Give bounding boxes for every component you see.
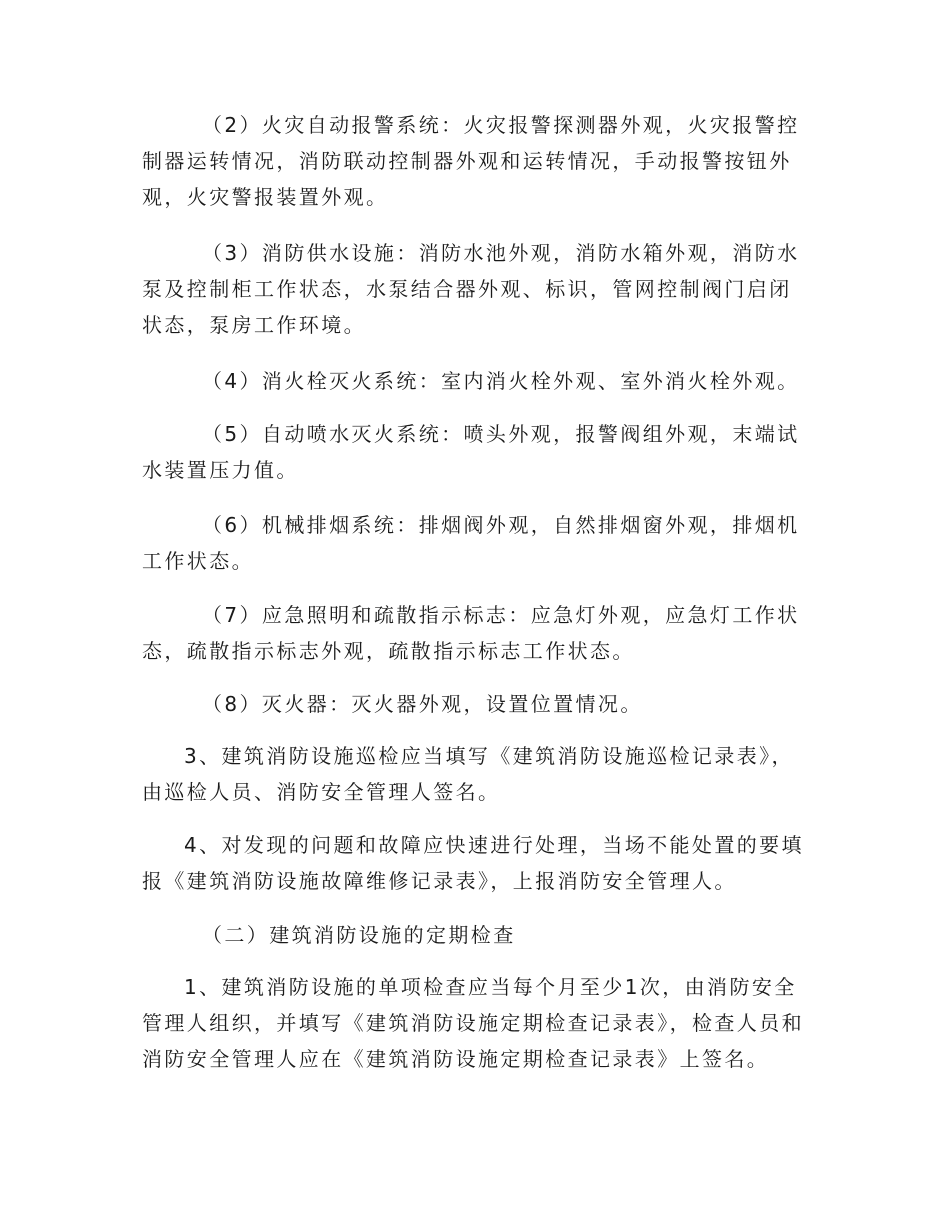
paragraph-hydrant-system: （4）消火栓灭火系统：室内消火栓外观、室外消火栓外观。 [202,369,800,393]
paragraph-emergency-lighting: （7）应急照明和疏散指示标志：应急灯外观，应急灯工作状态，疏散指示标志外观，疏散指示标志工作状态。 [142,603,800,663]
paragraph-inspection-record: 3、建筑消防设施巡检应当填写《建筑消防设施巡检记录表》，由巡检人员、消防安全管理人签名。 [142,744,794,804]
section-heading-periodic-inspection: （二）建筑消防设施的定期检查 [202,923,516,947]
paragraph-monthly-inspection: 1、建筑消防设施的单项检查应当每个月至少1次，由消防安全管理人组织，并填写《建筑消防设施定期检查记录表》，检查人员和消防安全管理人应在《建筑消防设施定期检查记录表》上签名。 [142,975,804,1071]
paragraph-fault-handling: 4、对发现的问题和故障应快速进行处理，当场不能处置的要填报《建筑消防设施故障维修记录表》，上报消防安全管理人。 [142,833,804,893]
paragraph-fire-alarm-system: （2）火灾自动报警系统：火灾报警探测器外观，火灾报警控制器运转情况，消防联动控制器外观和运转情况，手动报警按钮外观，火灾警报装置外观。 [142,113,800,209]
paragraph-smoke-exhaust-system: （6）机械排烟系统：排烟阀外观，自然排烟窗外观，排烟机工作状态。 [142,513,800,573]
paragraph-sprinkler-system: （5）自动喷水灭火系统：喷头外观，报警阀组外观，末端试水装置压力值。 [142,422,800,482]
paragraph-fire-water-supply: （3）消防供水设施：消防水池外观，消防水箱外观，消防水泵及控制柜工作状态，水泵结合器外观、标识，管网控制阀门启闭状态，泵房工作环境。 [142,241,800,337]
paragraph-extinguishers: （8）灭火器：灭火器外观，设置位置情况。 [202,692,643,716]
